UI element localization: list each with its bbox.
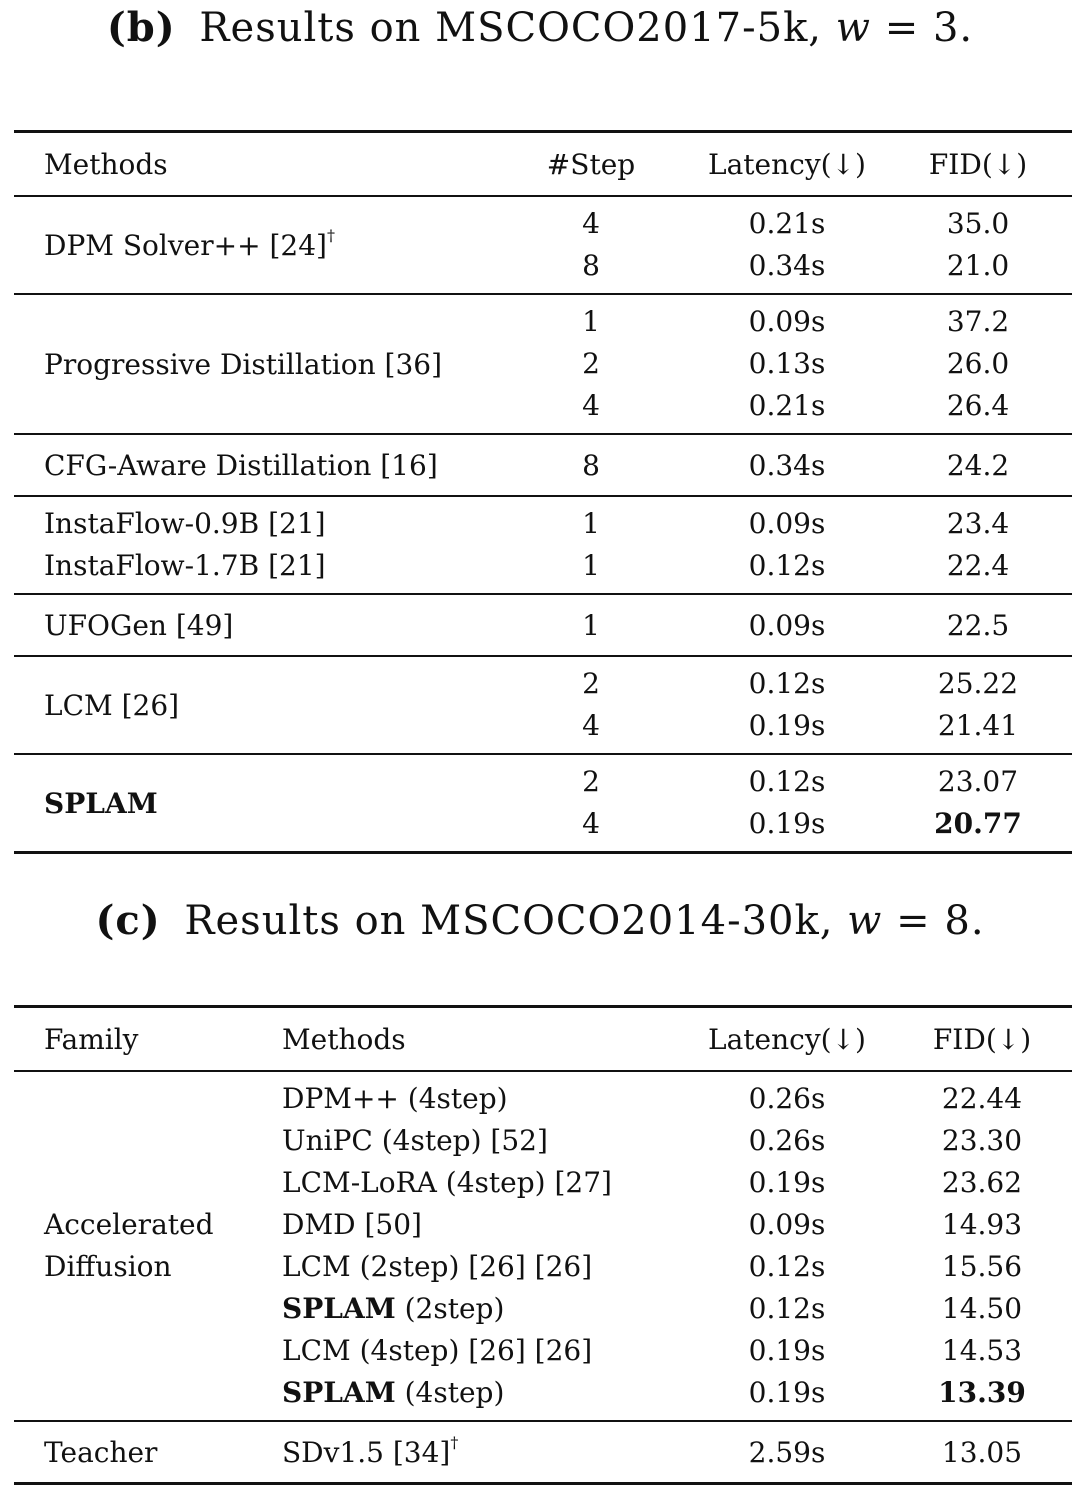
caption-variable: w — [847, 898, 883, 944]
latency-value: 0.26s — [748, 1082, 826, 1115]
latency-value: 0.34s — [748, 249, 826, 282]
latency-value: 0.19s — [748, 1334, 826, 1367]
latency-value: 0.34s — [690, 434, 884, 496]
method-name: LCM-LoRA (4step) [27] — [282, 1166, 612, 1199]
group-splam — [14, 754, 1072, 853]
steps-value: 8 — [492, 434, 690, 496]
header-fid: FID(↓) — [892, 1007, 1072, 1072]
fid-cell — [884, 294, 1072, 434]
steps-value: 4 — [582, 389, 600, 422]
steps-cell — [492, 294, 690, 434]
method-cell — [282, 1421, 682, 1484]
latency-value: 0.12s — [748, 765, 826, 798]
method-name-splam — [282, 1372, 682, 1414]
fid-value: 13.05 — [941, 1435, 1023, 1469]
fid-value: 14.50 — [941, 1292, 1023, 1325]
latency-value: 0.26s — [748, 1124, 826, 1157]
method-name: InstaFlow-1.7B [21] — [44, 549, 326, 582]
group-accelerated-diffusion — [14, 1071, 1072, 1421]
fid-value: 26.4 — [946, 389, 1010, 422]
methods-cell — [282, 1071, 682, 1421]
table-row — [14, 196, 1072, 294]
method-name: CFG-Aware Distillation [16] — [14, 434, 492, 496]
table-c-caption — [0, 897, 1080, 944]
table-row — [14, 1071, 1072, 1421]
latency-cell — [690, 294, 884, 434]
group-cfg-aware — [14, 434, 1072, 496]
method-suffix: (2step) — [395, 1292, 505, 1325]
latency-cell — [690, 196, 884, 294]
steps-value: 1 — [582, 507, 600, 540]
header-steps: #Step — [492, 132, 690, 197]
method-name: InstaFlow-0.9B [21] — [44, 507, 326, 540]
steps-value: 1 — [582, 305, 600, 338]
latency-value: 0.21s — [748, 207, 826, 240]
latency-cell — [690, 496, 884, 594]
method-cell — [14, 496, 492, 594]
fid-cell — [884, 754, 1072, 853]
header-latency: Latency(↓) — [682, 1007, 892, 1072]
steps-value: 2 — [582, 765, 600, 798]
latency-value: 0.12s — [748, 1292, 826, 1325]
method-suffix: (4step) — [395, 1376, 505, 1409]
header-family: Family — [14, 1007, 282, 1072]
fid-value: 15.56 — [941, 1250, 1023, 1283]
latency-value: 0.12s — [748, 549, 826, 582]
method-name: DMD [50] — [282, 1208, 422, 1241]
method-name: Progressive Distillation [36] — [14, 294, 492, 434]
fid-cell — [884, 656, 1072, 754]
header-latency: Latency(↓) — [690, 132, 884, 197]
steps-value: 1 — [582, 549, 600, 582]
fid-value-best: 20.77 — [934, 807, 1022, 840]
steps-cell — [492, 196, 690, 294]
header-methods: Methods — [14, 132, 492, 197]
method-name: DPM Solver++ [24] — [44, 228, 327, 262]
fid-value: 37.2 — [946, 305, 1010, 338]
group-ufogen — [14, 594, 1072, 656]
latency-value: 0.19s — [748, 709, 826, 742]
group-progressive-distillation — [14, 294, 1072, 434]
steps-value: 1 — [492, 594, 690, 656]
latency-cell — [690, 754, 884, 853]
method-name-splam — [282, 1288, 682, 1330]
method-name: LCM (4step) [26] [26] — [282, 1334, 593, 1367]
header-methods: Methods — [282, 1007, 682, 1072]
header-fid: FID(↓) — [884, 132, 1072, 197]
steps-value: 2 — [582, 667, 600, 700]
latency-value: 0.09s — [748, 507, 826, 540]
method-name: UniPC (4step) [52] — [282, 1124, 548, 1157]
results-table-mscoco2017 — [14, 130, 1072, 854]
table-row — [14, 656, 1072, 754]
caption-equation: = 8. — [896, 898, 985, 944]
group-instaflow — [14, 496, 1072, 594]
fid-value: 22.44 — [941, 1082, 1023, 1115]
steps-value: 4 — [582, 207, 600, 240]
fid-value: 21.0 — [946, 249, 1010, 282]
caption-variable: w — [835, 5, 871, 51]
fid-cell — [892, 1071, 1072, 1421]
latency-value: 0.09s — [748, 1208, 826, 1241]
caption-label: (b) — [106, 4, 176, 51]
fid-value: 24.2 — [884, 434, 1072, 496]
caption-label: (c) — [95, 897, 161, 944]
family-name: Teacher — [44, 1435, 158, 1469]
fid-value: 23.4 — [946, 507, 1010, 540]
table-header-row — [14, 1007, 1072, 1072]
table-row — [14, 496, 1072, 594]
latency-cell — [690, 656, 884, 754]
steps-cell — [492, 656, 690, 754]
latency-value: 0.13s — [748, 347, 826, 380]
fid-value: 23.62 — [941, 1166, 1023, 1199]
family-name-line: Diffusion — [44, 1250, 172, 1283]
dagger-mark: † — [450, 1432, 459, 1452]
steps-value: 4 — [582, 807, 600, 840]
table-row — [14, 434, 1072, 496]
table-row — [14, 294, 1072, 434]
fid-value: 35.0 — [946, 207, 1010, 240]
group-lcm — [14, 656, 1072, 754]
dagger-mark: † — [326, 225, 335, 245]
table-row — [14, 1421, 1072, 1484]
caption-equation: = 3. — [884, 5, 974, 51]
fid-value-best: 13.39 — [938, 1376, 1026, 1409]
fid-cell — [884, 496, 1072, 594]
fid-value: 14.53 — [941, 1334, 1023, 1367]
steps-cell — [492, 754, 690, 853]
method-bold: SPLAM — [282, 1376, 396, 1409]
fid-value: 26.0 — [946, 347, 1010, 380]
family-cell — [14, 1071, 282, 1421]
steps-value: 4 — [582, 709, 600, 742]
fid-cell — [884, 196, 1072, 294]
group-teacher — [14, 1421, 1072, 1484]
latency-value: 2.59s — [748, 1435, 826, 1469]
steps-value: 2 — [582, 347, 600, 380]
latency-value: 0.19s — [748, 807, 826, 840]
fid-value: 25.22 — [937, 667, 1019, 700]
table-row — [14, 594, 1072, 656]
family-name-line: Accelerated — [44, 1208, 214, 1241]
method-name: LCM (2step) [26] [26] — [282, 1250, 593, 1283]
steps-value: 8 — [582, 249, 600, 282]
latency-value: 0.09s — [748, 305, 826, 338]
group-dpm-solver — [14, 196, 1072, 294]
fid-value: 22.5 — [884, 594, 1072, 656]
table-b-caption — [0, 4, 1080, 51]
fid-value: 14.93 — [941, 1208, 1023, 1241]
method-name: UFOGen [49] — [14, 594, 492, 656]
method-name: LCM [26] — [14, 656, 492, 754]
results-table-mscoco2014 — [14, 1005, 1072, 1485]
table-header-row — [14, 132, 1072, 197]
method-name: SPLAM — [44, 786, 158, 820]
method-bold: SPLAM — [282, 1292, 396, 1325]
method-name: SDv1.5 [34] — [282, 1435, 451, 1469]
latency-value: 0.09s — [690, 594, 884, 656]
latency-value: 0.19s — [748, 1166, 826, 1199]
latency-cell — [682, 1071, 892, 1421]
fid-value: 23.30 — [941, 1124, 1023, 1157]
method-name: DPM++ (4step) — [282, 1082, 508, 1115]
latency-value: 0.12s — [748, 667, 826, 700]
fid-value: 23.07 — [937, 765, 1019, 798]
method-cell — [14, 196, 492, 294]
fid-value: 21.41 — [937, 709, 1019, 742]
latency-value: 0.21s — [748, 389, 826, 422]
steps-cell — [492, 496, 690, 594]
caption-text: Results on MSCOCO2017-5k, — [199, 5, 823, 51]
caption-text: Results on MSCOCO2014-30k, — [184, 898, 834, 944]
table-row — [14, 754, 1072, 853]
fid-value: 22.4 — [946, 549, 1010, 582]
latency-value: 0.19s — [748, 1376, 826, 1409]
latency-value: 0.12s — [748, 1250, 826, 1283]
